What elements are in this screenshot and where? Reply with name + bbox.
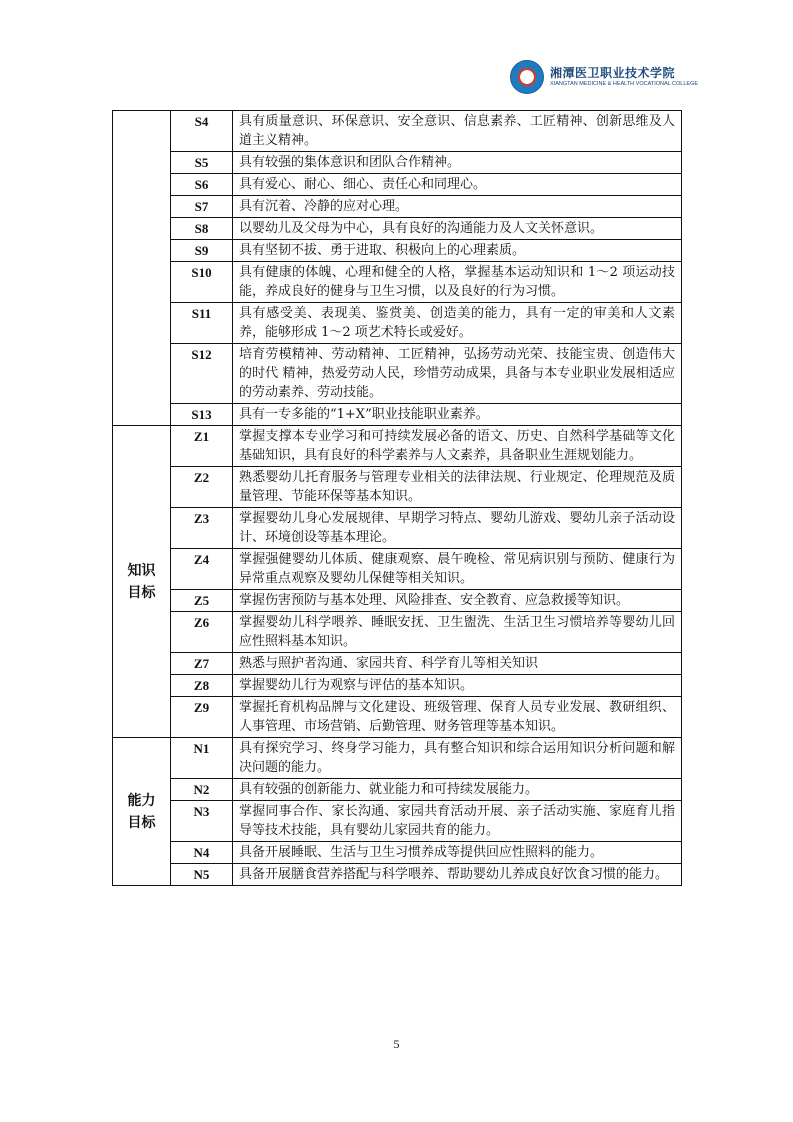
category-label-line: 目标 <box>127 814 156 831</box>
goal-code: S7 <box>171 196 233 218</box>
goal-code: S12 <box>171 344 233 404</box>
goal-code: N3 <box>171 801 233 842</box>
goal-code: Z5 <box>171 590 233 612</box>
school-logo <box>510 60 699 94</box>
goal-description: 具有坚韧不拔、勇于进取、积极向上的心理素质。 <box>233 240 682 262</box>
table-row <box>113 240 682 262</box>
goal-code: Z2 <box>171 467 233 508</box>
goal-description: 具有质量意识、环保意识、安全意识、信息素养、工匠精神、创新思维及人道主义精神。 <box>233 111 682 152</box>
goal-code: Z4 <box>171 549 233 590</box>
table-row <box>113 467 682 508</box>
table-row <box>113 111 682 152</box>
goal-description: 掌握婴幼儿科学喂养、睡眠安抚、卫生盥洗、生活卫生习惯培养等婴幼儿回应性照料基本知识。 <box>233 612 682 653</box>
goal-code: S9 <box>171 240 233 262</box>
goal-code: S5 <box>171 152 233 174</box>
goal-code: S6 <box>171 174 233 196</box>
table-row <box>113 218 682 240</box>
table-row <box>113 508 682 549</box>
goal-description: 具有较强的集体意识和团队合作精神。 <box>233 152 682 174</box>
table-row <box>113 303 682 344</box>
goal-code: S8 <box>171 218 233 240</box>
category-cell <box>113 426 171 738</box>
goal-description: 掌握伤害预防与基本处理、风险排查、安全教育、应急救援等知识。 <box>233 590 682 612</box>
goal-description: 具有爱心、耐心、细心、责任心和同理心。 <box>233 174 682 196</box>
goal-description: 熟悉婴幼儿托育服务与管理专业相关的法律法规、行业规定、伦理规范及质量管理、节能环保等基本知识。 <box>233 467 682 508</box>
goal-description: 具有感受美、表现美、鉴赏美、创造美的能力，具有一定的审美和人文素养，能够形成 1～2 项艺术特长或爱好。 <box>233 303 682 344</box>
category-label-line: 知识 <box>127 562 156 579</box>
goal-description: 掌握同事合作、家长沟通、家园共育活动开展、亲子活动实施、家庭育儿指导等技术技能，具有婴幼儿家园共育的能力。 <box>233 801 682 842</box>
table-row <box>113 549 682 590</box>
table-row <box>113 653 682 675</box>
goal-description: 以婴幼儿及父母为中心，具有良好的沟通能力及人文关怀意识。 <box>233 218 682 240</box>
table-row <box>113 779 682 801</box>
training-goals-table-body <box>113 111 682 886</box>
goal-code: N1 <box>171 738 233 779</box>
category-cell <box>113 738 171 886</box>
goal-code: Z7 <box>171 653 233 675</box>
category-label-line: 目标 <box>127 584 156 601</box>
goal-code: S13 <box>171 404 233 426</box>
goal-code: Z1 <box>171 426 233 467</box>
table-row <box>113 801 682 842</box>
goal-code: Z9 <box>171 697 233 738</box>
page-number: 5 <box>393 1037 400 1051</box>
school-name-cn: 湘潭医卫职业技术学院 <box>550 65 676 80</box>
goal-description: 具有一专多能的“1+X”职业技能职业素养。 <box>233 404 682 426</box>
goal-code: S11 <box>171 303 233 344</box>
goal-description: 熟悉与照护者沟通、家园共育、科学育儿等相关知识 <box>233 653 682 675</box>
table-row <box>113 426 682 467</box>
goal-description: 掌握托育机构品牌与文化建设、班级管理、保育人员专业发展、教研组织、人事管理、市场营销、后勤管理、财务管理等基本知识。 <box>233 697 682 738</box>
goal-description: 具备开展膳食营养搭配与科学喂养、帮助婴幼儿养成良好饮食习惯的能力。 <box>233 864 682 886</box>
table-row <box>113 590 682 612</box>
table-row <box>113 842 682 864</box>
goal-description: 掌握婴幼儿行为观察与评估的基本知识。 <box>233 675 682 697</box>
goal-code: Z6 <box>171 612 233 653</box>
school-name <box>550 67 698 88</box>
goal-code: N5 <box>171 864 233 886</box>
goal-code: S4 <box>171 111 233 152</box>
category-cell <box>113 111 171 426</box>
table-row <box>113 404 682 426</box>
table-row <box>113 174 682 196</box>
goal-description: 具有较强的创新能力、就业能力和可持续发展能力。 <box>233 779 682 801</box>
goal-description: 掌握支撑本专业学习和可持续发展必备的语文、历史、自然科学基础等文化基础知识，具有良好的科学素养与人文素养，具备职业生涯规划能力。 <box>233 426 682 467</box>
goal-description: 掌握强健婴幼儿体质、健康观察、晨午晚检、常见病识别与预防、健康行为异常重点观察及婴幼儿保健等相关知识。 <box>233 549 682 590</box>
goal-description: 具备开展睡眠、生活与卫生习惯养成等提供回应性照料的能力。 <box>233 842 682 864</box>
table-row <box>113 697 682 738</box>
goal-code: Z8 <box>171 675 233 697</box>
table-row <box>113 738 682 779</box>
school-name-en: XIANGTAN MEDICINE & HEALTH VOCATIONAL COLLEGE <box>550 80 699 87</box>
goal-code: Z3 <box>171 508 233 549</box>
goal-description: 具有健康的体魄、心理和健全的人格，掌握基本运动知识和 1～2 项运动技能，养成良好的健身与卫生习惯，以及良好的行为习惯。 <box>233 262 682 303</box>
table-row <box>113 152 682 174</box>
category-label-line: 能力 <box>127 792 156 809</box>
table-row <box>113 864 682 886</box>
table-row <box>113 344 682 404</box>
goal-description: 培育劳模精神、劳动精神、工匠精神，弘扬劳动光荣、技能宝贵、创造伟大的时代 精神，热爱劳动人民，珍惜劳动成果，具备与本专业职业发展相适应的劳动素养、劳动技能。 <box>233 344 682 404</box>
table-row <box>113 675 682 697</box>
table-row <box>113 196 682 218</box>
school-emblem-icon <box>510 60 544 94</box>
training-goals-table <box>112 110 682 886</box>
goal-code: N2 <box>171 779 233 801</box>
table-row <box>113 262 682 303</box>
table-row <box>113 612 682 653</box>
goal-code: N4 <box>171 842 233 864</box>
goal-description: 具有沉着、冷静的应对心理。 <box>233 196 682 218</box>
goal-description: 掌握婴幼儿身心发展规律、早期学习特点、婴幼儿游戏、婴幼儿亲子活动设计、环境创设等基本理论。 <box>233 508 682 549</box>
goal-code: S10 <box>171 262 233 303</box>
goal-description: 具有探究学习、终身学习能力，具有整合知识和综合运用知识分析问题和解决问题的能力。 <box>233 738 682 779</box>
